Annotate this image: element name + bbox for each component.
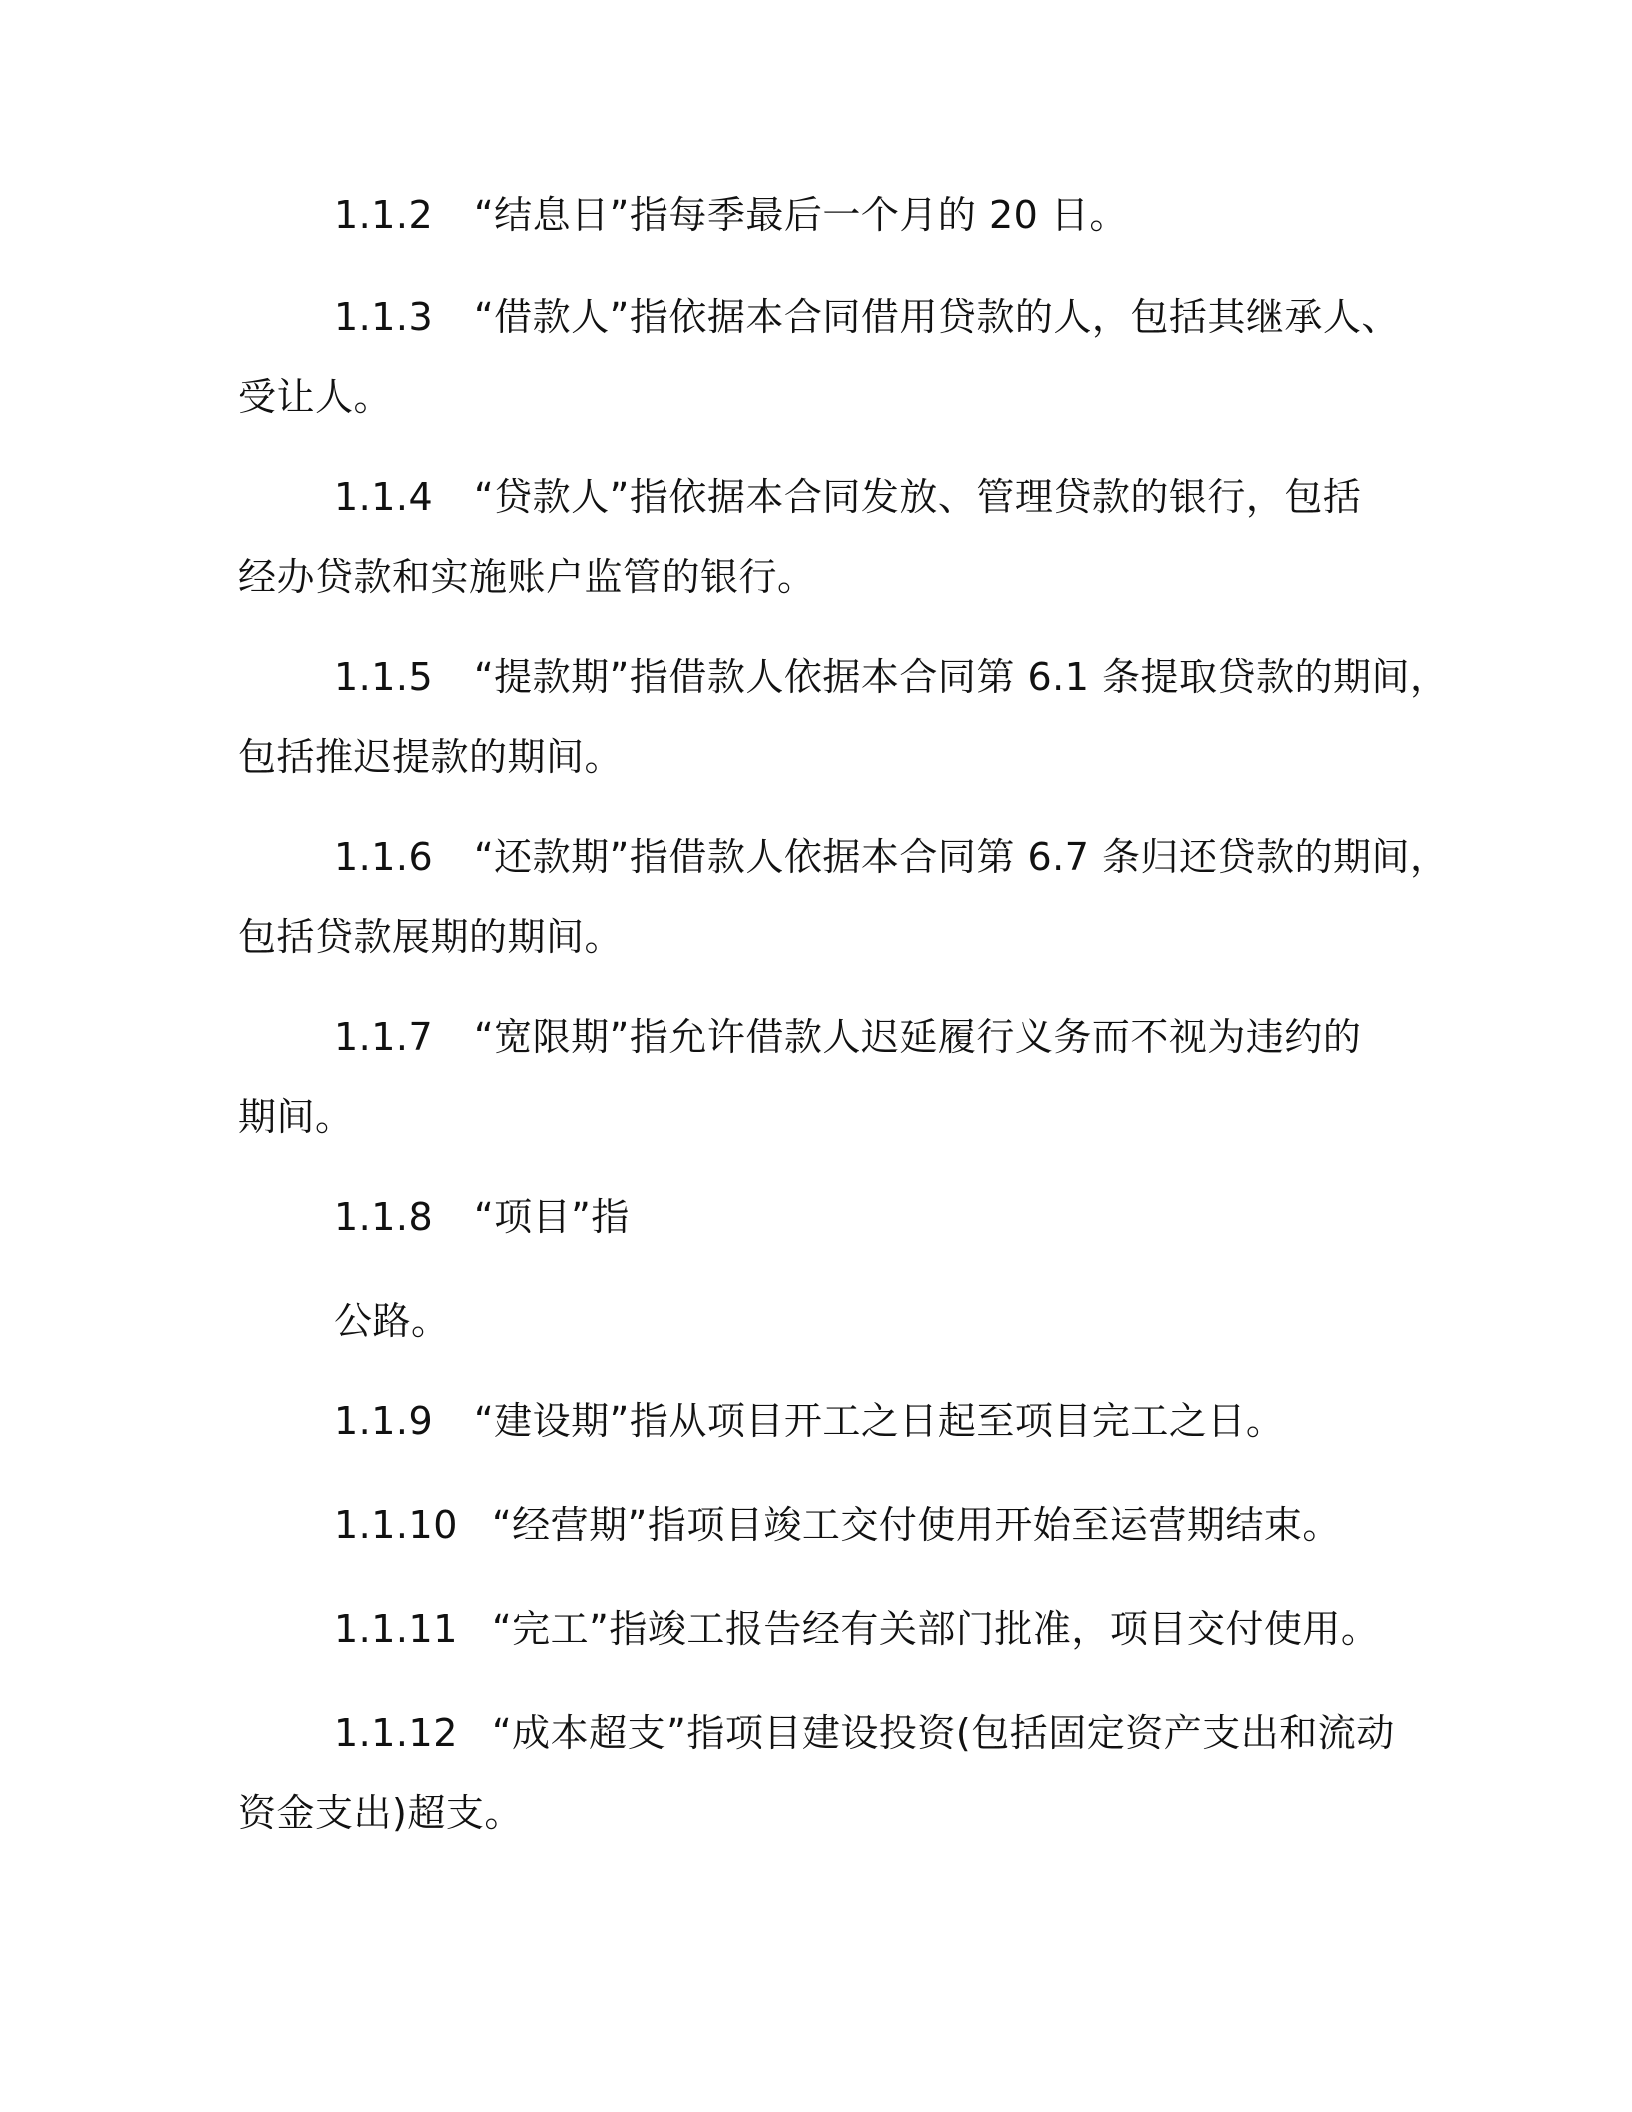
clause-term: “完工” (492, 1607, 610, 1651)
clause-1-1-12-continuation: 资金支出)超支。 (238, 1791, 523, 1835)
clause-text: 指从项目开工之日起至项目完工之日。 (629, 1399, 1285, 1443)
clause-term: “项目” (474, 1195, 592, 1239)
clause-1-1-8-continuation: 公路。 (334, 1299, 450, 1343)
clause-1-1-11 (334, 1606, 1379, 1652)
clause-number: 1.1.10 (334, 1503, 458, 1547)
clause-number: 1.1.12 (334, 1711, 458, 1755)
clause-number: 1.1.8 (334, 1195, 434, 1239)
clause-text: 指依据本合同借用贷款的人，包括其继承人、 (629, 295, 1400, 339)
clause-1-1-7 (334, 1014, 1361, 1060)
clause-text: 指允许借款人迟延履行义务而不视为违约的 (629, 1015, 1362, 1059)
clause-1-1-10 (334, 1502, 1341, 1548)
clause-1-1-9 (334, 1398, 1284, 1444)
clause-term: “成本超支” (492, 1711, 687, 1755)
clause-number: 1.1.2 (334, 193, 434, 237)
clause-text: 指借款人依据本合同第 6.1 条提取贷款的期间， (629, 655, 1449, 699)
clause-text: 指竣工报告经有关部门批准，项目交付使用。 (609, 1607, 1380, 1651)
clause-number: 1.1.5 (334, 655, 434, 699)
clause-term: “结息日” (474, 193, 630, 237)
clause-term: “还款期” (474, 835, 630, 879)
clause-number: 1.1.7 (334, 1015, 434, 1059)
clause-number: 1.1.11 (334, 1607, 458, 1651)
clause-term: “宽限期” (474, 1015, 630, 1059)
clause-1-1-6 (334, 834, 1448, 880)
clause-1-1-12 (334, 1710, 1395, 1756)
clause-term: “贷款人” (474, 475, 630, 519)
clause-1-1-5 (334, 654, 1448, 700)
clause-term: “提款期” (474, 655, 630, 699)
clause-1-1-6-continuation: 包括贷款展期的期间。 (238, 915, 624, 959)
clause-text: 指项目竣工交付使用开始至运营期结束。 (647, 1503, 1341, 1547)
clause-1-1-4-continuation: 经办贷款和实施账户监管的银行。 (238, 555, 816, 599)
clause-text: 指项目建设投资(包括固定资产支出和流动 (686, 1711, 1395, 1755)
clause-1-1-3-continuation: 受让人。 (238, 375, 393, 419)
clause-text: 指依据本合同发放、管理贷款的银行，包括 (629, 475, 1362, 519)
clause-1-1-7-continuation: 期间。 (238, 1095, 354, 1139)
clause-number: 1.1.6 (334, 835, 434, 879)
clause-term: “经营期” (492, 1503, 648, 1547)
clause-1-1-2 (334, 192, 1128, 238)
clause-1-1-8 (334, 1194, 630, 1240)
clause-1-1-3 (334, 294, 1400, 340)
clause-1-1-5-continuation: 包括推迟提款的期间。 (238, 735, 624, 779)
clause-1-1-4 (334, 474, 1361, 520)
clause-text: 指每季最后一个月的 20 日。 (629, 193, 1128, 237)
clause-term: “借款人” (474, 295, 630, 339)
clause-text: 指 (591, 1195, 630, 1239)
clause-number: 1.1.9 (334, 1399, 434, 1443)
clause-term: “建设期” (474, 1399, 630, 1443)
clause-number: 1.1.4 (334, 475, 434, 519)
clause-number: 1.1.3 (334, 295, 434, 339)
clause-text: 指借款人依据本合同第 6.7 条归还贷款的期间， (629, 835, 1449, 879)
